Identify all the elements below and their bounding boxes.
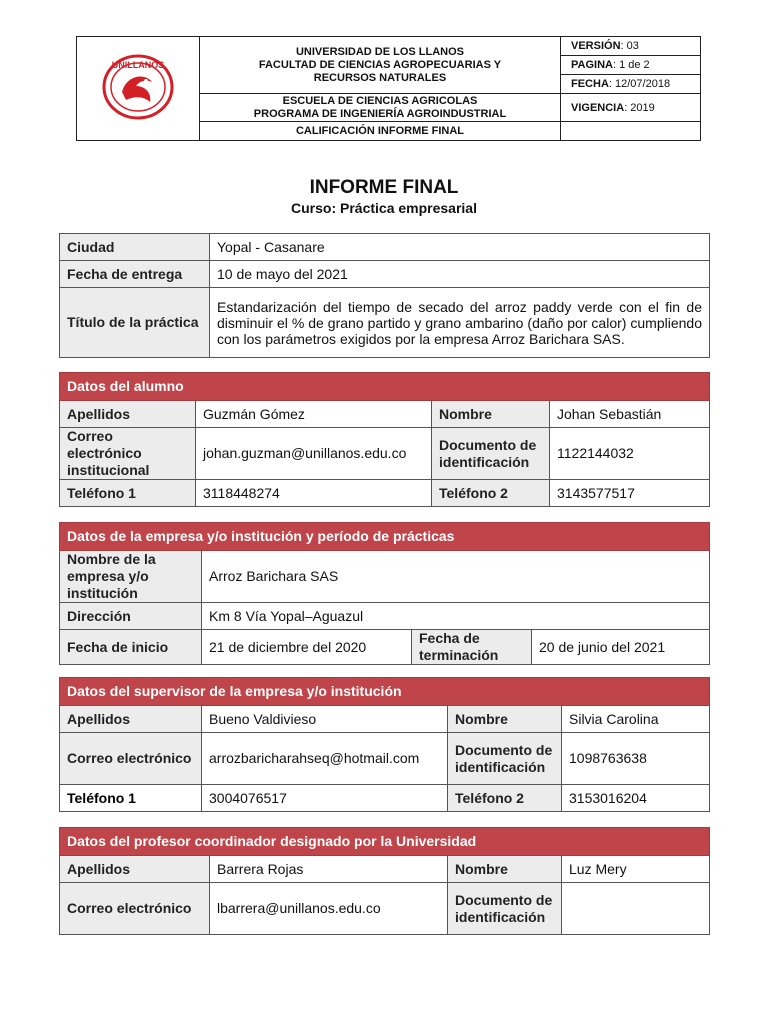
empty-header-cell <box>561 122 701 141</box>
page-value: : 1 de 2 <box>612 59 650 71</box>
university-block <box>200 37 561 94</box>
professor-table <box>59 827 710 935</box>
page-cell <box>561 56 701 75</box>
student-email-label: Correo electrónico institucional <box>60 428 196 480</box>
start-date-value: 21 de diciembre del 2020 <box>202 630 412 665</box>
professor-id-label: Documento de identificación <box>448 883 562 935</box>
version-value: : 03 <box>620 40 639 52</box>
logo-cell <box>77 37 200 141</box>
delivery-date-label: Fecha de entrega <box>60 261 210 288</box>
professor-email-label: Correo electrónico <box>60 883 210 935</box>
professor-name-value: Luz Mery <box>562 856 710 883</box>
validity-cell <box>561 94 701 122</box>
school-name: ESCUELA DE CIENCIAS AGRICOLAS <box>282 94 478 107</box>
company-name-label: Nombre de la empresa y/o institución <box>60 551 202 603</box>
faculty-line-1: FACULTAD DE CIENCIAS AGROPECUARIAS Y <box>258 58 502 71</box>
student-name-label: Nombre <box>432 401 550 428</box>
date-value: : 12/07/2018 <box>608 78 671 90</box>
professor-surnames-label: Apellidos <box>60 856 210 883</box>
professor-section-title: Datos del profesor coordinador designado por la Universidad <box>60 828 710 856</box>
supervisor-phone2-label: Teléfono 2 <box>448 785 562 812</box>
supervisor-name-value: Silvia Carolina <box>562 706 710 733</box>
city-label: Ciudad <box>60 234 210 261</box>
supervisor-phone2-value: 3153016204 <box>562 785 710 812</box>
professor-id-value <box>562 883 710 935</box>
student-id-value: 1122144032 <box>550 428 710 480</box>
supervisor-phone1-value: 3004076517 <box>202 785 448 812</box>
student-surnames-value: Guzmán Gómez <box>196 401 432 428</box>
student-phone2-label: Teléfono 2 <box>432 480 550 507</box>
city-value: Yopal - Casanare <box>210 234 710 261</box>
company-section-title: Datos de la empresa y/o institución y período de prácticas <box>60 523 710 551</box>
practice-title-label: Título de la práctica <box>60 288 210 358</box>
delivery-date-value: 10 de mayo del 2021 <box>210 261 710 288</box>
company-name-value: Arroz Barichara SAS <box>202 551 710 603</box>
supervisor-id-label: Documento de identificación <box>448 733 562 785</box>
student-phone1-value: 3118448274 <box>196 480 432 507</box>
document-name: CALIFICACIÓN INFORME FINAL <box>200 122 561 141</box>
university-logo-icon <box>100 52 176 122</box>
page-subtitle: Curso: Práctica empresarial <box>291 200 477 216</box>
end-date-value: 20 de junio del 2021 <box>532 630 710 665</box>
validity-label: VIGENCIA <box>571 101 625 114</box>
supervisor-table <box>59 677 710 812</box>
university-name: UNIVERSIDAD DE LOS LLANOS <box>295 45 465 58</box>
supervisor-phone1-label: Teléfono 1 <box>60 785 202 812</box>
supervisor-name-label: Nombre <box>448 706 562 733</box>
logo-text: UNILLANOS <box>111 60 165 70</box>
student-table <box>59 372 710 507</box>
student-email-value: johan.guzman@unillanos.edu.co <box>196 428 432 480</box>
professor-email-value: lbarrera@unillanos.edu.co <box>210 883 448 935</box>
supervisor-id-value: 1098763638 <box>562 733 710 785</box>
page-label: PAGINA <box>571 59 613 71</box>
supervisor-surnames-label: Apellidos <box>60 706 202 733</box>
version-label: VERSIÓN <box>571 40 621 52</box>
version-cell <box>561 37 701 56</box>
student-id-label: Documento de identificación <box>432 428 550 480</box>
date-cell <box>561 75 701 94</box>
document-header <box>76 36 701 141</box>
student-name-value: Johan Sebastián <box>550 401 710 428</box>
company-table <box>59 522 710 665</box>
program-name: PROGRAMA DE INGENIERÍA AGROINDUSTRIAL <box>253 107 507 120</box>
supervisor-surnames-value: Bueno Valdivieso <box>202 706 448 733</box>
professor-name-label: Nombre <box>448 856 562 883</box>
validity-value: : 2019 <box>624 101 655 114</box>
student-phone1-label: Teléfono 1 <box>60 480 196 507</box>
faculty-line-2: RECURSOS NATURALES <box>313 71 447 84</box>
page-title: INFORME FINAL <box>309 177 459 198</box>
date-label: FECHA <box>571 78 609 90</box>
practice-title-value: Estandarización del tiempo de secado del arroz paddy verde con el fin de disminuir el % de grano partido y grano ambarino (daño por calor) cumpliendo con los parámetros exigidos por la empresa Arroz Barichara SAS. <box>210 288 710 358</box>
supervisor-email-value: arrozbaricharahseq@hotmail.com <box>202 733 448 785</box>
company-address-value: Km 8 Vía Yopal–Aguazul <box>202 603 710 630</box>
general-info-table <box>59 233 710 358</box>
company-address-label: Dirección <box>60 603 202 630</box>
start-date-label: Fecha de inicio <box>60 630 202 665</box>
student-phone2-value: 3143577517 <box>550 480 710 507</box>
supervisor-email-label: Correo electrónico <box>60 733 202 785</box>
student-section-title: Datos del alumno <box>60 373 710 401</box>
student-surnames-label: Apellidos <box>60 401 196 428</box>
supervisor-section-title: Datos del supervisor de la empresa y/o institución <box>60 678 710 706</box>
program-block <box>200 94 561 122</box>
professor-surnames-value: Barrera Rojas <box>210 856 448 883</box>
end-date-label: Fecha de terminación <box>412 630 532 665</box>
